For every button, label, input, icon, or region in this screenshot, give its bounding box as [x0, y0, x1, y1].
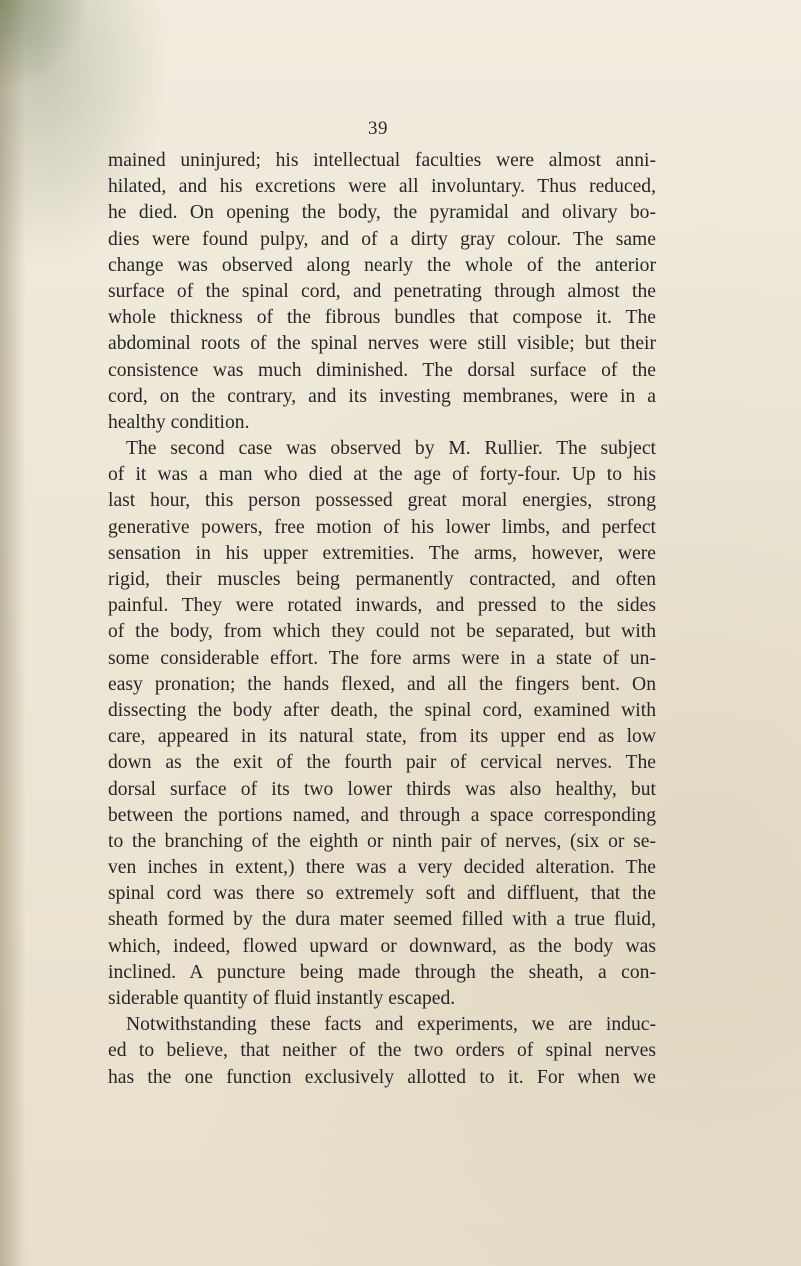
text-line: dorsal surface of its two lower thirds was also healthy, but [108, 778, 656, 800]
text-line: hilated, and his excretions were all involuntary. Thus reduced, [108, 176, 656, 198]
text-line: last hour, this person possessed great moral energies, strong [108, 490, 656, 512]
text-line: to the branching of the eighth or ninth pair of nerves, (six or se- [108, 830, 656, 852]
text-line: which, indeed, flowed upward or downward, as the body was [108, 935, 656, 957]
text-line: sheath formed by the dura mater seemed filled with a true fluid, [108, 909, 656, 931]
text-line: he died. On opening the body, the pyramidal and olivary bo- [108, 202, 656, 224]
page-number: 39 [368, 118, 388, 139]
text-line: some considerable effort. The fore arms were in a state of un- [108, 647, 656, 669]
body-text [108, 148, 656, 1091]
text-line: mained uninjured; his intellectual faculties were almost anni- [108, 150, 656, 171]
text-line: generative powers, free motion of his lower limbs, and perfect [108, 516, 656, 538]
text-line: easy pronation; the hands flexed, and all the fingers bent. On [108, 673, 656, 695]
text-line: cord, on the contrary, and its investing membranes, were in a [108, 385, 656, 407]
binding-shadow [0, 0, 26, 1266]
text-line: spinal cord was there so extremely soft and diffluent, that the [108, 883, 656, 905]
text-line: of the body, from which they could not be separated, but with [108, 621, 656, 643]
text-line: down as the exit of the fourth pair of cervical nerves. The [108, 752, 656, 774]
text-line: ed to believe, that neither of the two orders of spinal nerves [108, 1040, 656, 1062]
text-line: care, appeared in its natural state, from its upper end as low [108, 726, 656, 748]
text-line: sensation in his upper extremities. The arms, however, were [108, 542, 656, 564]
text-line: The second case was observed by M. Rullier. The subject [126, 438, 656, 460]
text-line: consistence was much diminished. The dorsal surface of the [108, 359, 656, 381]
text-line: ven inches in extent,) there was a very decided alteration. The [108, 857, 656, 879]
text-line: inclined. A puncture being made through the sheath, a con- [108, 961, 656, 983]
text-line: of it was a man who died at the age of forty-four. Up to his [108, 464, 656, 486]
text-line: between the portions named, and through a space corresponding [108, 804, 656, 826]
text-line: healthy condition. [108, 411, 250, 433]
text-line: surface of the spinal cord, and penetrating through almost the [108, 280, 656, 302]
text-line: rigid, their muscles being permanently contracted, and often [108, 569, 656, 590]
corner-stain [0, 0, 90, 90]
text-line: Notwithstanding these facts and experiments, we are induc- [126, 1014, 656, 1036]
text-line: dissecting the body after death, the spinal cord, examined with [108, 699, 656, 721]
text-line: siderable quantity of fluid instantly escaped. [108, 988, 456, 1009]
text-line: whole thickness of the fibrous bundles that compose it. The [108, 307, 656, 329]
text-line: dies were found pulpy, and of a dirty gray colour. The same [108, 228, 656, 250]
text-line: has the one function exclusively allotted to it. For when we [108, 1066, 656, 1088]
text-line: change was observed along nearly the whole of the anterior [108, 254, 656, 276]
text-line: abdominal roots of the spinal nerves were still visible; but their [108, 333, 656, 355]
text-line: painful. They were rotated inwards, and pressed to the sides [108, 595, 656, 617]
